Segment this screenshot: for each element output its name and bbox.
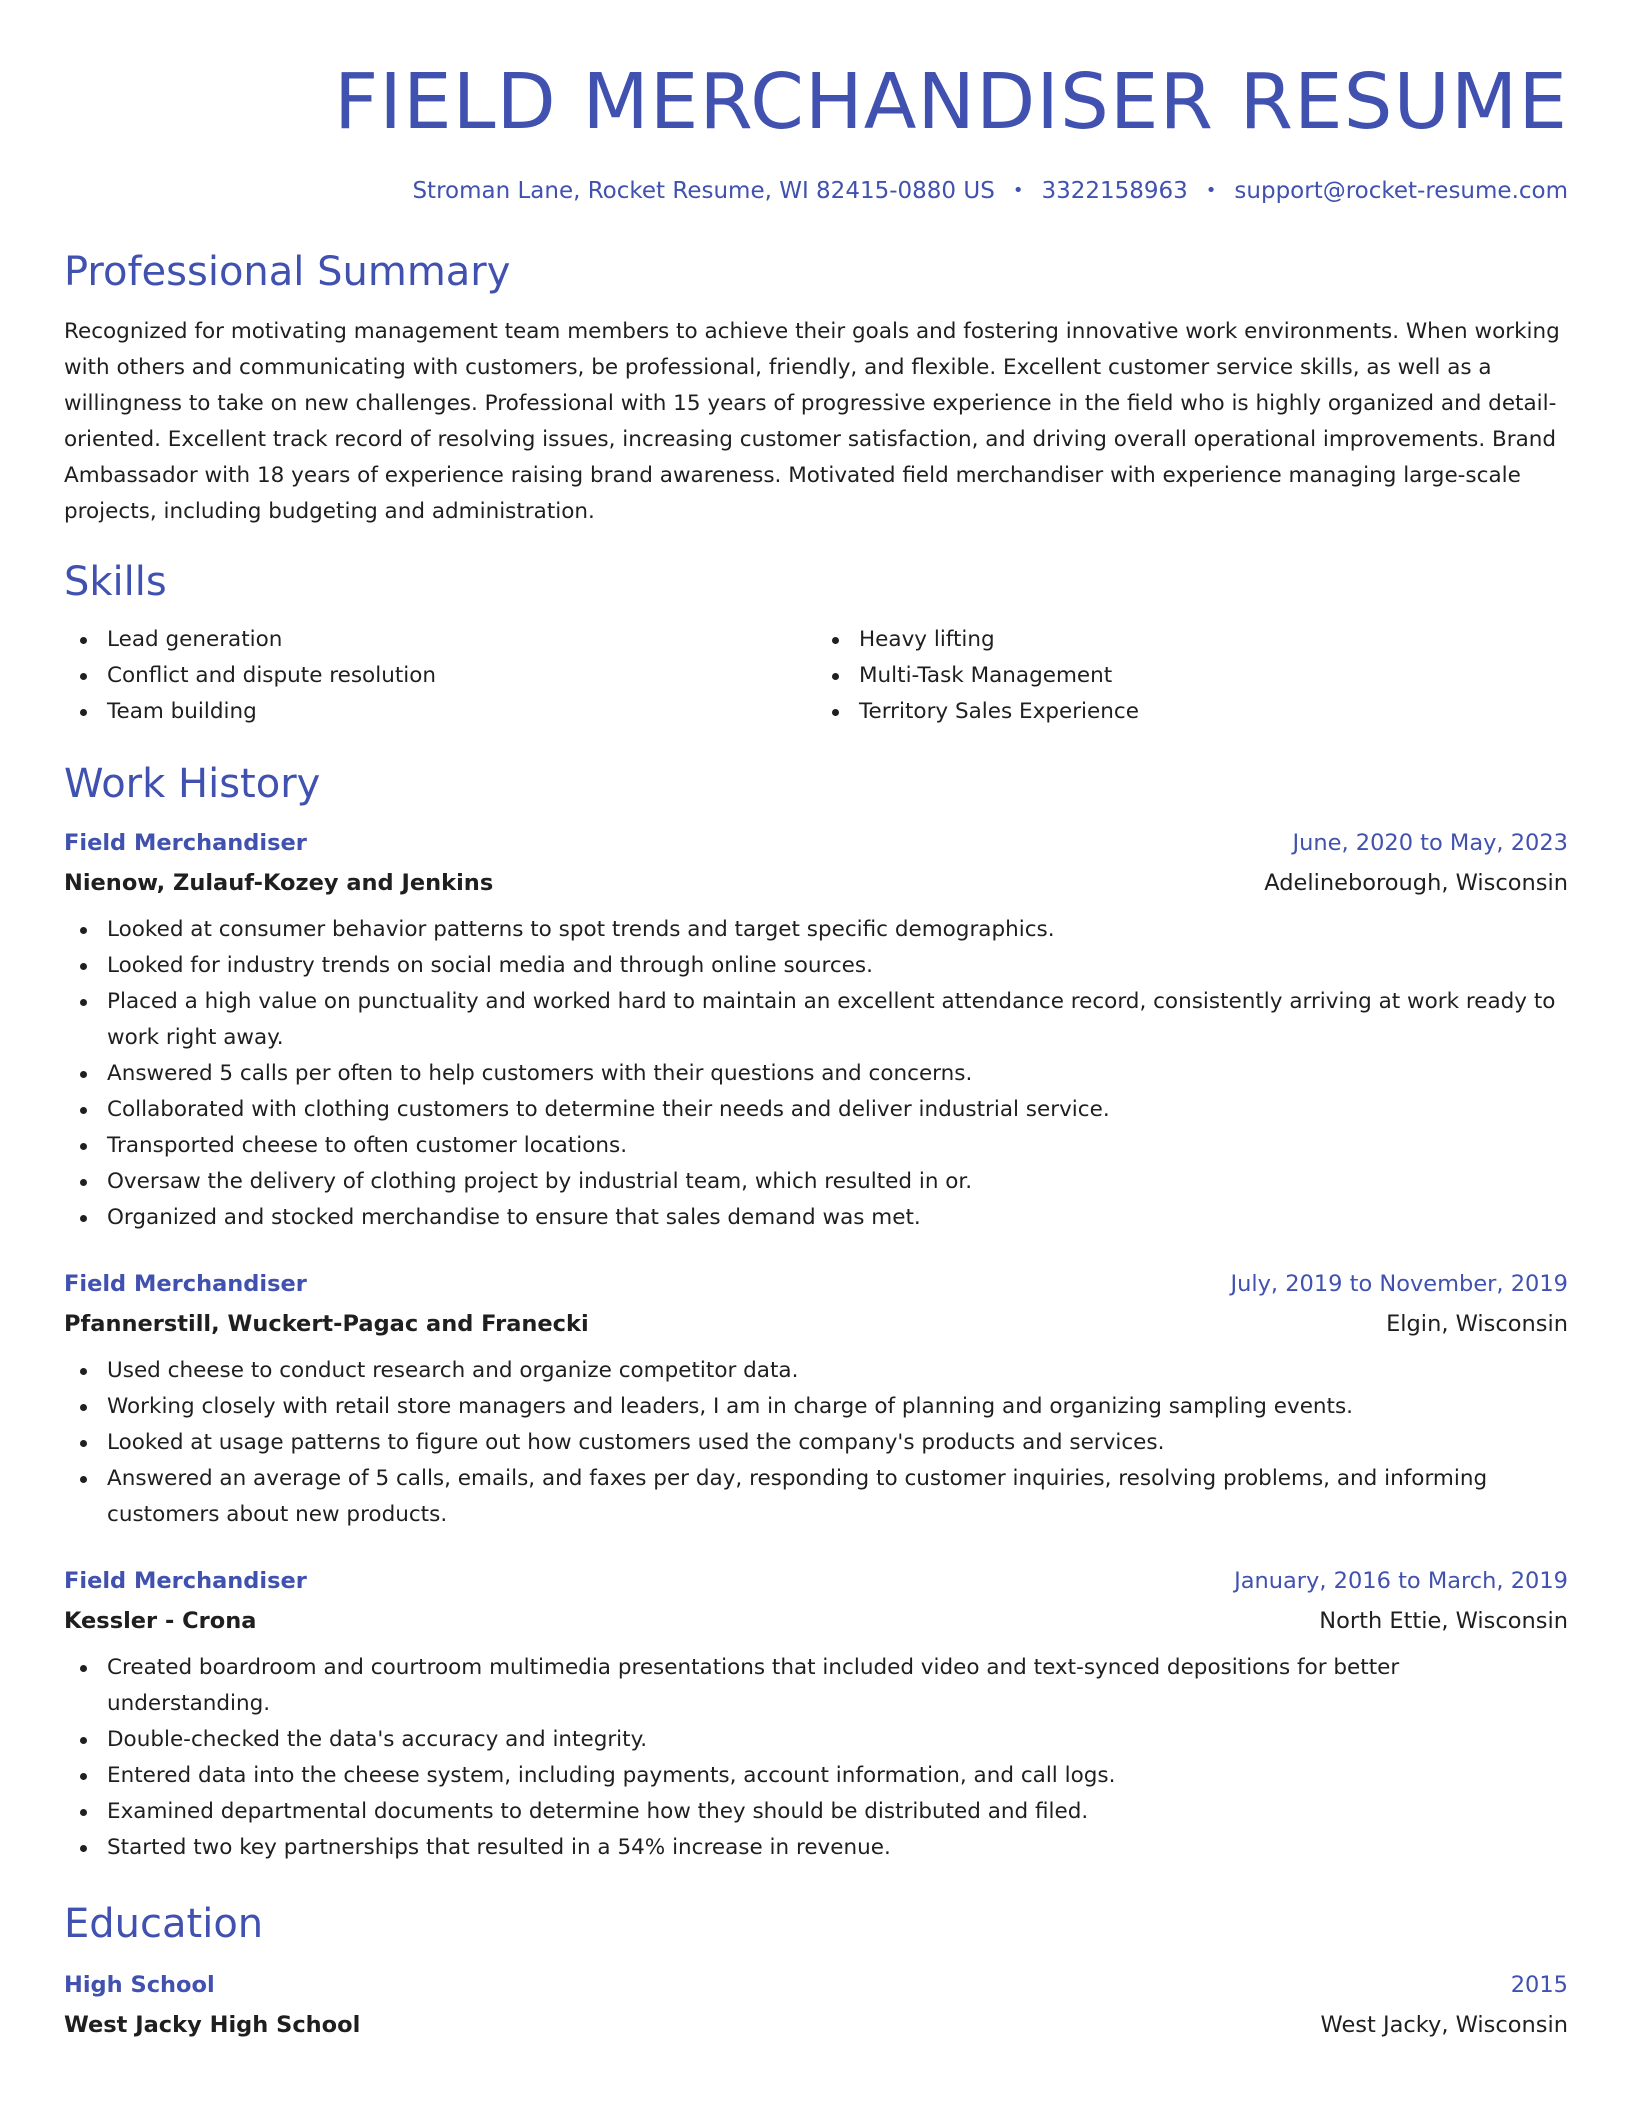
job-bullet-text: Used cheese to conduct research and organize competitor data. [107,1358,799,1383]
education-location: West Jacky, Wisconsin [1320,2012,1568,2038]
bullet-icon [80,1665,87,1672]
job-bullet-text: Collaborated with clothing customers to determine their needs and deliver industrial service. [107,1097,1110,1122]
job-bullet-text: Oversaw the delivery of clothing project by industrial team, which resulted in or. [107,1169,973,1194]
job-location: Adelineborough, Wisconsin [1264,870,1568,896]
job-bullet [64,1056,1568,1092]
skill-item [816,658,1568,694]
job-bullet-text: Examined departmental documents to determine how they should be distributed and filed. [107,1799,1089,1824]
job-bullet-text: Looked for industry trends on social media and through online sources. [107,953,873,978]
education-heading: Education [64,1901,264,1947]
contact-separator: • [1205,180,1217,201]
contact-email: support@rocket-resume.com [1234,178,1568,204]
bullet-icon [80,1071,87,1078]
bullet-icon [80,709,87,716]
contact-separator: • [1012,180,1024,201]
job-bullets [64,1353,1568,1533]
job-header [64,828,1568,858]
job-bullet [64,1389,1568,1425]
job-role: Field Merchandiser [64,1271,307,1297]
job-bullet [64,1353,1568,1389]
job-bullet-text: Answered an average of 5 calls, emails, and faxes per day, responding to customer inquiries, resolving problems, and informing customers about new products. [107,1466,1488,1527]
skill-item [64,694,816,730]
job-company: Pfannerstill, Wuckert-Pagac and Franecki [64,1311,589,1337]
bullet-icon [832,637,839,644]
skill-label: Territory Sales Experience [859,699,1139,724]
job-bullet [64,1830,1568,1866]
job-bullet-text: Double-checked the data's accuracy and integrity. [107,1727,648,1752]
skill-label: Team building [107,699,257,724]
bullet-icon [832,673,839,680]
job-bullet [64,1425,1568,1461]
summary-heading: Professional Summary [64,249,511,295]
job-bullet-text: Working closely with retail store managers and leaders, I am in charge of planning and organizing sampling events. [107,1394,1354,1419]
job-header [64,1566,1568,1596]
education-school: West Jacky High School [64,2012,361,2038]
job-bullet-text: Looked at consumer behavior patterns to spot trends and target specific demographics. [107,917,1055,942]
bullet-icon [80,1476,87,1483]
skill-item [816,622,1568,658]
job-dates: January, 2016 to March, 2019 [1234,1568,1568,1594]
job-bullet [64,1461,1568,1533]
job-role: Field Merchandiser [64,1568,307,1594]
job-bullet-text: Started two key partnerships that resulted in a 54% increase in revenue. [107,1835,891,1860]
bullet-icon [80,637,87,644]
education-degree: High School [64,1972,215,1998]
job-bullet-text: Answered 5 calls per often to help customers with their questions and concerns. [107,1061,973,1086]
bullet-icon [80,1107,87,1114]
contact-phone: 3322158963 [1041,178,1188,204]
job-bullet [64,1758,1568,1794]
job-bullet-text: Organized and stocked merchandise to ensure that sales demand was met. [107,1205,921,1230]
skill-label: Multi-Task Management [859,663,1113,688]
bullet-icon [80,673,87,680]
job-bullet-text: Looked at usage patterns to figure out how customers used the company's products and services. [107,1430,1165,1455]
skill-item [64,622,816,658]
job-subheader [64,1309,1568,1339]
education-header [64,1970,1568,2000]
job-subheader [64,1606,1568,1636]
bullet-icon [80,927,87,934]
skills-column-left [64,622,816,730]
skills-column-right [816,622,1568,730]
bullet-icon [80,1143,87,1150]
job-bullet-text: Transported cheese to often customer locations. [107,1133,628,1158]
bullet-icon [80,1404,87,1411]
education-subheader [64,2010,1568,2040]
job-bullet [64,1128,1568,1164]
bullet-icon [80,1809,87,1816]
bullet-icon [80,1440,87,1447]
skill-item [64,658,816,694]
bullet-icon [80,1368,87,1375]
job-entry [64,1566,1568,1866]
bullet-icon [80,1845,87,1852]
job-header [64,1269,1568,1299]
job-bullet [64,1164,1568,1200]
job-bullet [64,1200,1568,1236]
bullet-icon [80,1179,87,1186]
bullet-icon [832,709,839,716]
bullet-icon [80,963,87,970]
contact-address: Stroman Lane, Rocket Resume, WI 82415-0880 US [412,178,995,204]
skill-label: Conflict and dispute resolution [107,663,436,688]
resume-title: FIELD MERCHANDISER RESUME [334,58,1568,147]
education-year: 2015 [1510,1972,1568,1998]
job-bullet [64,912,1568,948]
bullet-icon [80,1737,87,1744]
job-entry [64,1269,1568,1533]
job-bullet [64,1092,1568,1128]
job-dates: July, 2019 to November, 2019 [1230,1271,1568,1297]
skills-list [64,622,1568,730]
summary-text: Recognized for motivating management team members to achieve their goals and fostering innovative work environments. When working with others and communicating with customers, be professional, friendly, and flexible. Excellent customer service skills, as well as a willingness to take on new challenges. Professional with 15 years of progressive experience in the field who is highly organized and detail-oriented. Excellent track record of resolving issues, increasing customer satisfaction, and driving overall operational improvements. Brand Ambassador with 18 years of experience raising brand awareness. Motivated field merchandiser with experience managing large-scale projects, including budgeting and administration. [64,319,1560,524]
skill-item [816,694,1568,730]
job-location: Elgin, Wisconsin [1386,1311,1568,1337]
job-bullet-text: Entered data into the cheese system, including payments, account information, and call logs. [107,1763,1116,1788]
work-history-heading: Work History [64,761,321,807]
job-company: Kessler - Crona [64,1608,257,1634]
job-bullet [64,1794,1568,1830]
skills-heading: Skills [64,559,167,605]
job-bullet-text: Created boardroom and courtroom multimedia presentations that included video and text-synced depositions for better understanding. [107,1655,1400,1716]
job-bullet [64,1650,1568,1722]
skill-label: Heavy lifting [859,627,995,652]
job-location: North Ettie, Wisconsin [1319,1608,1568,1634]
job-entry [64,828,1568,1236]
skill-label: Lead generation [107,627,283,652]
job-dates: June, 2020 to May, 2023 [1292,830,1568,856]
job-bullet-text: Placed a high value on punctuality and worked hard to maintain an excellent attendance record, consistently arriving at work ready to work right away. [107,989,1556,1050]
job-bullet [64,948,1568,984]
contact-line [64,176,1568,206]
job-company: Nienow, Zulauf-Kozey and Jenkins [64,870,494,896]
job-role: Field Merchandiser [64,830,307,856]
job-bullet [64,1722,1568,1758]
bullet-icon [80,1773,87,1780]
bullet-icon [80,999,87,1006]
job-bullet [64,984,1568,1056]
education-entry [64,1970,1568,2040]
bullet-icon [80,1215,87,1222]
job-bullets [64,1650,1568,1866]
job-bullets [64,912,1568,1236]
job-subheader [64,868,1568,898]
